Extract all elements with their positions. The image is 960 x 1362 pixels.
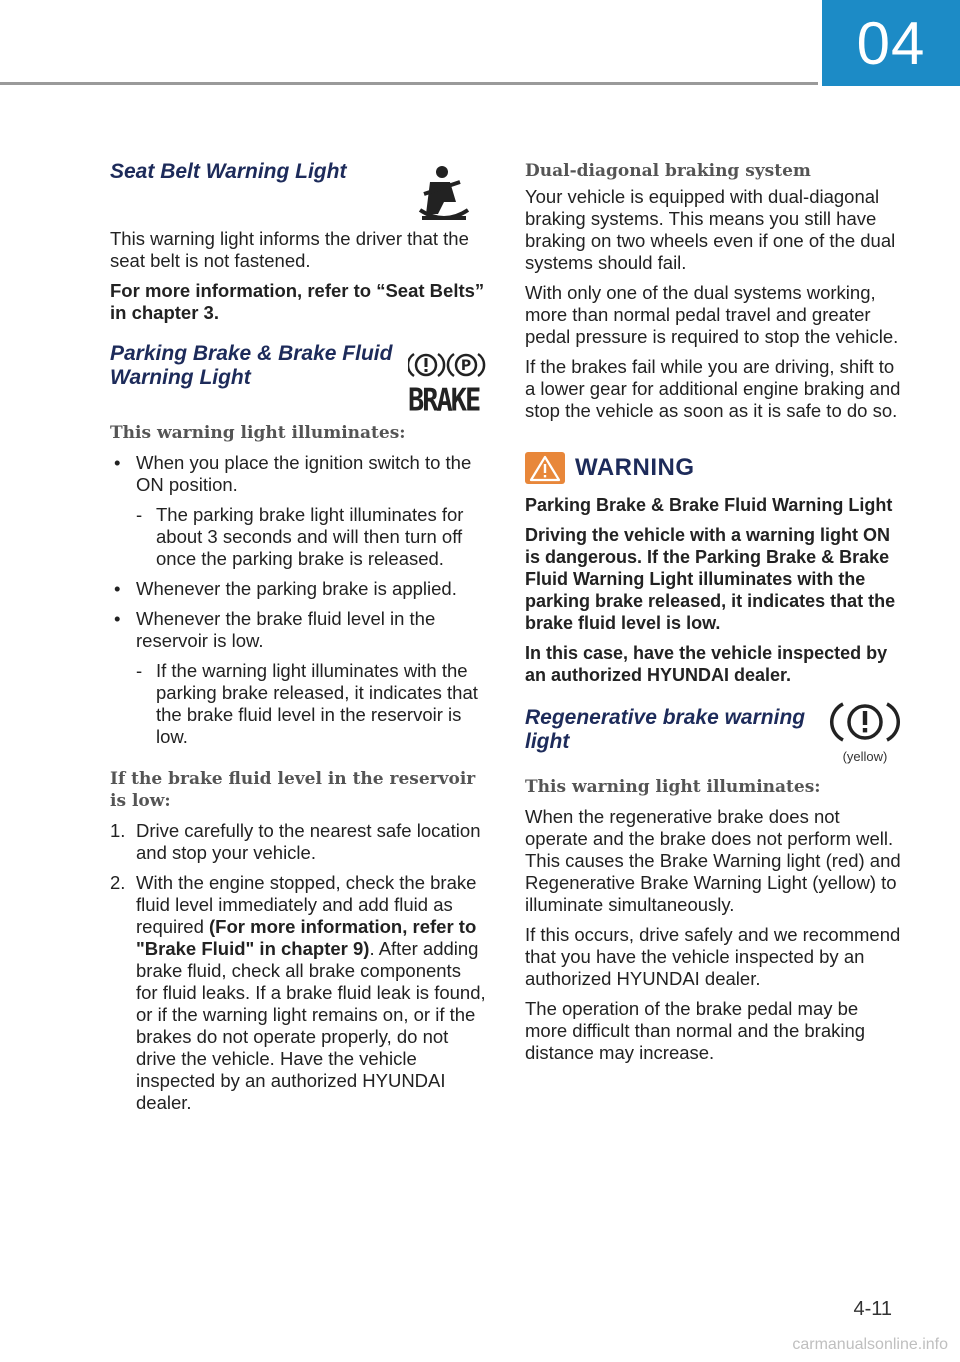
parking-brake-section-header (110, 342, 486, 420)
parking-brake-title-line1: Parking Brake & Brake Fluid (110, 342, 393, 365)
seat-belt-text: This warning light informs the driver that the seat belt is not fastened. (110, 228, 469, 271)
numbered-step: 2. With the engine stopped, check the brake fluid level immediately and add fluid as required (For more information, refer to "Brake Fluid" in chapter 9). After adding brake fluid, check all brake components for fluid leaks. If a brake fluid leak is found, or if the warning light remains on, or if the brakes do not operate properly, do not drive the vehicle. Have the vehicle inspected by an authorized HYUNDAI dealer. (110, 872, 486, 1113)
warning-label: WARNING (575, 454, 695, 481)
page-number: 4-11 (853, 1298, 892, 1320)
list-subitem: - The parking brake light illuminates for about 3 seconds and will then turn off once the parking brake is released. (136, 504, 464, 569)
chapter-tab: 04 (822, 0, 960, 86)
dual-diagonal-paragraph: With only one of the dual systems working, more than normal pedal travel and greater pedal pressure is required to stop the vehicle. (525, 282, 899, 347)
parking-brake-title-line2: Warning Light (110, 366, 251, 389)
numbered-step: 1. Drive carefully to the nearest safe location and stop your vehicle. (110, 820, 481, 863)
seat-belt-section-header (110, 150, 486, 228)
left-column (110, 150, 486, 1122)
right-column (525, 160, 905, 1072)
regen-paragraph: The operation of the brake pedal may be more difficult than normal and the braking distance may increase. (525, 998, 866, 1063)
regen-warning-icon (829, 700, 901, 744)
list-item: • Whenever the parking brake is applied. (110, 578, 486, 600)
regen-warning-icon-wrap (829, 700, 901, 764)
regen-icon-caption: (yellow) (842, 749, 888, 764)
seat-belt-reference: For more information, refer to “Seat Belts” in chapter 3. (110, 280, 485, 323)
seat-belt-icon (416, 164, 472, 226)
low-fluid-heading: If the brake fluid level in the reservoir is low: (110, 769, 476, 811)
dual-diagonal-heading: Dual-diagonal braking system (525, 161, 811, 181)
list-item: • Whenever the brake fluid level in the reservoir is low. (110, 608, 486, 652)
regen-title-line1: Regenerative brake warning (525, 706, 806, 729)
svg-text:P: P (460, 358, 472, 374)
dual-diagonal-paragraph: Your vehicle is equipped with dual-diagonal braking systems. This means you still have braking on two wheels even if one of the dual systems should fail. (525, 186, 896, 273)
warning-title: Parking Brake & Brake Fluid Warning Light (525, 495, 893, 515)
warning-header (525, 452, 905, 484)
regen-section-header (525, 706, 905, 776)
parking-brake-illuminates-heading: This warning light illuminates: (110, 423, 406, 443)
warning-paragraph: Driving the vehicle with a warning light ON is dangerous. If the Parking Brake & Brake Fluid Warning Light illuminates with the parking brake released, it indicates that the brake fluid level is low. (525, 525, 896, 633)
regen-title-line2: light (525, 730, 570, 753)
brake-warning-icon (408, 350, 486, 419)
header-rule (0, 82, 818, 85)
regen-paragraph: If this occurs, drive safely and we recommend that you have the vehicle inspected by an authorized HYUNDAI dealer. (525, 924, 901, 989)
regen-illuminates-heading: This warning light illuminates: (525, 777, 821, 797)
brake-circles-icon (408, 350, 486, 380)
watermark: carmanualsonline.info (792, 1336, 948, 1353)
brake-icon-text: BRAKE (408, 382, 480, 419)
dual-diagonal-paragraph: If the brakes fail while you are driving, shift to a lower gear for additional engine braking and stop the vehicle as soon as it is safe to do so. (525, 356, 901, 421)
seat-belt-title: Seat Belt Warning Light (110, 160, 347, 183)
regen-paragraph: When the regenerative brake does not operate and the brake does not perform well. This causes the Brake Warning light (red) and Regenerative Brake Warning Light (yellow) to illuminate simultaneously. (525, 806, 901, 915)
list-subitem: - If the warning light illuminates with the parking brake released, it indicates that the brake fluid level in the reservoir is low. (136, 660, 478, 747)
warning-triangle-icon (525, 452, 565, 484)
warning-paragraph: In this case, have the vehicle inspected by an authorized HYUNDAI dealer. (525, 643, 888, 685)
list-item: • When you place the ignition switch to the ON position. (110, 452, 486, 496)
